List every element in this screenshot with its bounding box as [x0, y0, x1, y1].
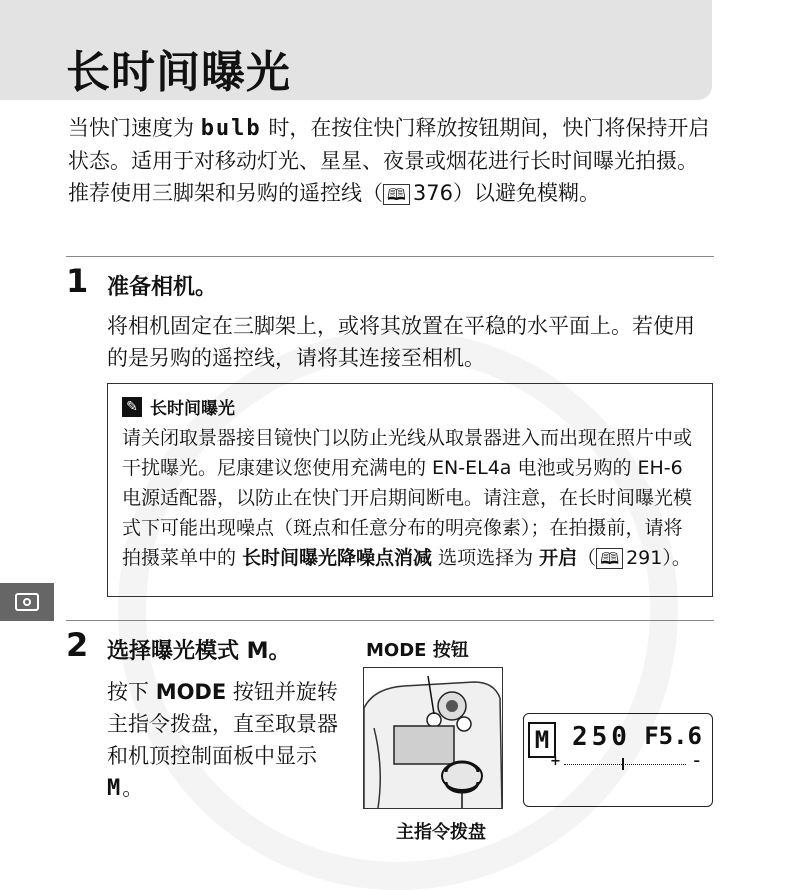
pencil-icon: ✎	[122, 397, 142, 417]
meter-scale	[564, 764, 686, 765]
exposure-mode-icon	[15, 593, 39, 611]
divider	[66, 620, 714, 621]
chapter-tab[interactable]	[0, 583, 54, 621]
menu-item-name: 长时间曝光降噪点消减	[242, 547, 433, 569]
page-ref-link[interactable]: 376	[412, 181, 453, 205]
option-name: 开启	[539, 547, 578, 569]
step-title: 准备相机。	[107, 275, 218, 300]
meter-center-mark	[622, 758, 624, 770]
step-number: 1	[66, 262, 89, 300]
step-body: 将相机固定在三脚架上，或将其放置在平稳的水平面上。若使用的是另购的遥控线，请将其连接至相机。	[107, 314, 695, 370]
mode-button-label: MODE 按钮	[366, 640, 469, 661]
step-body: 按下 MODE 按钮并旋转主指令拨盘，直至取景器和机顶控制面板中显示 M。	[107, 680, 338, 801]
note-title: 长时间曝光	[150, 399, 235, 419]
lcd-aperture: F5.6	[644, 722, 702, 750]
lcd-shutter-speed: 250	[572, 722, 631, 752]
step-number: 2	[66, 626, 89, 664]
camera-illustration	[363, 667, 503, 809]
note-box	[107, 383, 713, 597]
lcd-mode: M	[528, 722, 556, 758]
exposure-meter: + –	[550, 754, 700, 769]
intro-paragraph: 当快门速度为 bulb 时，在按住快门释放按钮期间，快门将保持开启状态。适用于对移动灯光、星星、夜景或烟花进行长时间曝光拍摄。推荐使用三脚架和另购的遥控线（ 🕮 376）以避免模糊。	[68, 116, 710, 205]
mode-word: MODE	[155, 680, 227, 704]
bulb-lcd-text: bulb	[200, 116, 262, 141]
book-icon: 🕮	[596, 548, 623, 569]
page-ref-link[interactable]: 291	[626, 547, 663, 569]
note-header	[122, 394, 700, 419]
note-body: 请关闭取景器接目镜快门以防止光线从取景器进入而出现在照片中或干扰曝光。尼康建议您使用充满电的 EN-EL4a 电池或另购的 EH-6 电源适配器，以防止在快门开启期间断电。请注意，在长时间曝光模式下可能出现噪点（斑点和任意分布的明亮像素）；在拍摄前，请将拍摄菜单中的 长时间曝光降噪点消减 选项选择为 开启（ 🕮 291）。	[122, 427, 693, 569]
camera-drawing	[364, 668, 503, 809]
divider	[66, 256, 714, 257]
step-title: 选择曝光模式 M。	[107, 639, 291, 664]
control-panel-lcd	[523, 713, 713, 807]
book-icon: 🕮	[383, 184, 410, 205]
mode-letter: M	[107, 776, 123, 801]
page-title: 长时间曝光	[66, 47, 291, 98]
dial-label: 主指令拨盘	[396, 822, 486, 843]
